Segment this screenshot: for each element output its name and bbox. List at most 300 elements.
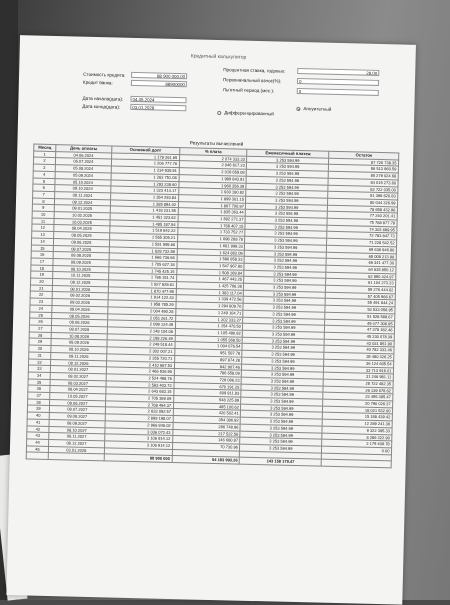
cell-principal: 3 106 914.12 <box>104 434 172 442</box>
cell-payment-day: 08.07.2025 <box>53 245 109 253</box>
cell-balance: 74 303 689.95 <box>327 225 397 233</box>
cell-interest: 1 154 470.50 <box>175 322 243 330</box>
cell-payment-day: 03.01.2028 <box>48 446 104 454</box>
cell-principal: 1 958 785.29 <box>108 300 176 308</box>
cell-balance: 15 188 439.42 <box>322 413 392 421</box>
total-cell-principal: 88 900 000 <box>104 454 172 462</box>
cell-monthly-payment: 3 253 594.99 <box>242 344 324 353</box>
cell-balance: 84 015 273.60 <box>328 178 398 186</box>
cell-principal: 1 179 261.65 <box>111 153 179 161</box>
cell-month: 43 <box>27 432 49 439</box>
total-cell-interest: 54 183 993.26 <box>172 456 240 464</box>
cell-month: 23 <box>30 298 52 305</box>
cell-balance: 31 246 981.11 <box>323 372 393 380</box>
cell-balance: 3 179 408.78 <box>322 439 392 447</box>
cell-monthly-payment: 3 253 594.99 <box>241 417 323 426</box>
cell-payment-day: 04.06.2024 <box>56 151 112 159</box>
cell-interest: 286 748.96 <box>173 422 241 430</box>
cell-payment-day: 08.03.2027 <box>50 379 106 387</box>
cell-interest: 1 899 301.15 <box>178 194 246 202</box>
cell-interest: 1 624 862.09 <box>177 248 245 256</box>
cell-monthly-payment: 3 253 594.99 <box>242 337 324 346</box>
cell-balance: 80 044 326.99 <box>328 198 398 206</box>
cell-balance: 68 008 213.96 <box>326 252 396 260</box>
cell-monthly-payment: 3 253 594.99 <box>245 250 327 259</box>
cell-payment-day: 05.08.2024 <box>55 165 111 173</box>
cell-monthly-payment: 3 253 594.99 <box>240 431 322 440</box>
cell-interest: 1 508 169.84 <box>176 268 244 276</box>
cell-month: 20 <box>30 278 52 285</box>
printed-sheet <box>6 35 416 605</box>
first-payment-field[interactable]: 0 <box>297 78 379 86</box>
cell-monthly-payment: 3 253 594.99 <box>245 230 327 239</box>
cell-principal: 2 643 683.15 <box>106 387 174 395</box>
cell-interest: 1 733 752.77 <box>177 228 245 236</box>
cell-monthly-payment: 3 253 594.99 <box>243 297 325 306</box>
cell-balance: 45 230 078.39 <box>324 332 394 340</box>
cell-payment-day: 09.01.2025 <box>54 205 110 213</box>
cell-month: 14 <box>31 238 53 245</box>
cell-month: 5 <box>33 178 55 185</box>
cell-payment-day: 08.06.2027 <box>49 399 105 407</box>
cell-interest: 217 522.56 <box>172 429 240 437</box>
cell-interest: 1 004 076.54 <box>175 342 243 350</box>
cell-principal: 2 583 403.73 <box>106 380 174 388</box>
cell-principal: 2 833 092.57 <box>105 407 173 415</box>
cell-payment-day: 08.04.2025 <box>54 225 110 233</box>
header-balance: Остаток <box>329 151 399 159</box>
cell-month: 25 <box>30 312 52 319</box>
cell-month: 33 <box>28 365 50 372</box>
cell-month: 11 <box>32 218 54 225</box>
cell-monthly-payment: 3 253 594.99 <box>242 370 324 379</box>
cell-monthly-payment: 3 253 594.99 <box>240 437 322 446</box>
cell-payment-day: 10.08.2026 <box>51 332 107 340</box>
cell-month: 30 <box>29 345 51 352</box>
payment-schedule-table <box>26 144 400 469</box>
cell-principal: 2 148 104.06 <box>107 327 175 335</box>
cell-interest: 1 294 809.70 <box>176 302 244 310</box>
cell-interest: 670 191.25 <box>174 382 242 390</box>
cell-interest: 1 960 356.39 <box>179 181 247 189</box>
cell-principal: 1 870 477.95 <box>108 287 176 295</box>
cell-month: 8 <box>32 198 54 205</box>
cell-interest: 1 383 117.04 <box>176 288 244 296</box>
cell-principal: 2 198 226.49 <box>107 334 175 342</box>
cell-balance: 81 398 620.83 <box>328 191 398 199</box>
cell-balance: 49 477 306.95 <box>325 319 395 327</box>
cell-payment-day: 08.01.2027 <box>50 366 106 374</box>
cell-month: 28 <box>29 332 51 339</box>
cell-monthly-payment: 3 253 594.99 <box>246 176 328 185</box>
cell-month: 12 <box>32 224 54 231</box>
cell-balance: 59 276 444.62 <box>326 285 396 293</box>
cell-principal: 1 519 842.22 <box>110 226 178 234</box>
cell-month: 26 <box>29 318 51 325</box>
cell-principal: 1 354 293.84 <box>110 193 178 201</box>
cell-payment-day: 06.07.2024 <box>55 158 111 166</box>
cell-month: 4 <box>33 171 55 178</box>
cell-balance: 23 495 395.47 <box>323 392 393 400</box>
cell-balance: 43 031 851.90 <box>324 339 394 347</box>
cell-payment-day: 05.10.2024 <box>55 178 111 186</box>
cell-principal: 3 036 072.43 <box>105 427 173 435</box>
cell-monthly-payment: 3 253 594.99 <box>247 156 329 165</box>
cell-payment-day: 08.07.2027 <box>49 406 105 414</box>
cell-payment-day: 08.04.2027 <box>50 386 106 394</box>
cell-balance: 61 104 273.23 <box>326 279 396 287</box>
cell-payment-day: 08.10.2027 <box>49 426 105 434</box>
cell-month: 24 <box>30 305 52 312</box>
cell-payment-day: 05.09.2024 <box>55 171 111 179</box>
cell-monthly-payment: 3 253 594.99 <box>241 384 323 393</box>
cell-month: 9 <box>32 204 54 211</box>
cell-principal: 1 786 151.74 <box>108 273 176 281</box>
cell-interest: 897 874.28 <box>174 355 242 363</box>
cell-monthly-payment: 3 253 594.99 <box>241 390 323 399</box>
cell-interest: 786 658.09 <box>174 369 242 377</box>
cell-interest: 1 989 843.91 <box>179 174 247 182</box>
credit-amount-label: Стоимость кредита: <box>83 71 126 78</box>
cell-principal: 1 206 777.76 <box>111 159 179 167</box>
bank-credit-label: Кредит банка: <box>82 79 113 86</box>
cell-principal: 2 302 007.21 <box>107 347 175 355</box>
start-date-field[interactable]: 04.05.2024 <box>130 96 186 103</box>
cell-monthly-payment: 3 253 594.99 <box>245 216 327 225</box>
cell-principal: 2 410 687.53 <box>106 360 174 368</box>
cell-month: 31 <box>29 352 51 359</box>
cell-interest: 1 835 363.44 <box>178 208 246 216</box>
cell-balance: 26 139 078.62 <box>323 386 393 394</box>
cell-interest: 1 698 289.78 <box>177 235 245 243</box>
cell-payment-day: 08.12.2025 <box>52 279 108 287</box>
cell-balance: 47 378 182.46 <box>325 325 395 333</box>
cell-payment-day: 09.12.2024 <box>54 198 110 206</box>
annuity-label: Аннуитетный <box>303 106 332 112</box>
cell-monthly-payment: 3 253 594.99 <box>243 303 325 312</box>
cell-monthly-payment: 3 253 594.99 <box>244 283 326 292</box>
cell-monthly-payment: 3 253 594.99 <box>244 256 326 265</box>
cell-interest: 1 425 766.38 <box>176 282 244 290</box>
differentiated-radio[interactable] <box>217 111 221 115</box>
cell-principal: 1 705 627.18 <box>109 260 177 268</box>
rate-field[interactable]: 28.00 <box>297 68 379 76</box>
cell-month: 19 <box>31 271 53 278</box>
cell-interest: 146 680.87 <box>172 436 240 444</box>
cell-principal: 1 745 425.15 <box>109 267 177 275</box>
cell-balance: 87 720 738.35 <box>329 158 399 166</box>
cell-month: 2 <box>33 157 55 164</box>
cell-payment-day: 08.11.2024 <box>55 191 111 199</box>
cell-interest: 2 046 817.23 <box>179 161 247 169</box>
cell-month: 41 <box>27 419 49 426</box>
cell-interest: 70 730.96 <box>172 442 240 450</box>
cell-payment-day: 09.11.2026 <box>51 352 107 360</box>
cell-month: 13 <box>32 231 54 238</box>
cell-principal: 2 899 198.07 <box>105 414 173 422</box>
cell-month: 6 <box>33 184 55 191</box>
bank-credit-field[interactable]: 88900000 <box>131 80 187 87</box>
cell-balance: 55 491 844.24 <box>325 299 395 307</box>
cell-interest: 609 911.83 <box>173 389 241 397</box>
cell-balance: 12 289 241.36 <box>322 419 392 427</box>
cell-payment-day: 08.10.2026 <box>51 346 107 354</box>
header-month: Месяц <box>34 144 56 151</box>
cell-principal: 2 705 369.09 <box>105 394 173 402</box>
cell-principal: 1 591 595.66 <box>109 240 177 248</box>
cell-monthly-payment: 3 253 594.99 <box>246 189 328 198</box>
cell-month: 34 <box>28 372 50 379</box>
calculator-form <box>34 62 402 145</box>
cell-payment-day: 08.05.2025 <box>54 232 110 240</box>
cell-monthly-payment: 3 253 594.99 <box>247 169 329 178</box>
cell-monthly-payment: 3 253 594.99 <box>244 263 326 272</box>
cell-monthly-payment: 3 253 594.99 <box>245 236 327 245</box>
cell-principal: 1 914 122.43 <box>108 293 176 301</box>
cell-principal: 2 466 936.90 <box>106 367 174 375</box>
cell-interest: 548 225.89 <box>173 396 241 404</box>
cell-payment-day: 08.10.2025 <box>53 265 109 273</box>
cell-principal: 2 768 494.37 <box>105 401 173 409</box>
end-date-field[interactable]: 03.01.2028 <box>130 104 186 111</box>
cell-interest: 2 074 333.33 <box>179 154 247 162</box>
cell-month: 40 <box>27 412 49 419</box>
cell-interest: 354 396.92 <box>173 416 241 424</box>
cell-monthly-payment: 3 253 594.99 <box>243 310 325 319</box>
header-interest: % плата <box>179 148 247 156</box>
cell-balance: 62 890 424.97 <box>326 272 396 280</box>
cell-interest: 485 100.62 <box>173 402 241 410</box>
cell-balance: 57 405 966.67 <box>325 292 395 300</box>
cell-balance: 0.00 <box>322 446 392 454</box>
credit-amount-field[interactable]: 88 900 000.00 <box>131 72 187 79</box>
cell-interest: 1 586 858.33 <box>177 255 245 263</box>
cell-payment-day: 08.09.2027 <box>49 419 105 427</box>
cell-monthly-payment: 3 253 594.99 <box>241 397 323 406</box>
cell-payment-day: 08.07.2026 <box>51 326 107 334</box>
cell-interest: 1 467 443.25 <box>176 275 244 283</box>
cell-monthly-payment: 3 253 594.99 <box>242 364 324 373</box>
cell-payment-day: 08.12.2027 <box>48 439 104 447</box>
cell-payment-day: 08.06.2026 <box>51 319 107 327</box>
cell-monthly-payment: 3 253 594.99 <box>243 323 325 332</box>
cell-principal: 3 106 914.12 <box>104 441 172 449</box>
cell-month: 39 <box>27 405 49 412</box>
cell-balance: 36 124 605.54 <box>324 359 394 367</box>
cell-monthly-payment: 3 253 594.99 <box>243 317 325 326</box>
cell-month: 18 <box>31 265 53 272</box>
cell-principal: 1 418 231.55 <box>110 206 178 214</box>
cell-month: 36 <box>28 385 50 392</box>
cell-interest: 842 907.46 <box>174 362 242 370</box>
cell-month: 35 <box>28 379 50 386</box>
cell-payment-day: 08.12.2026 <box>50 359 106 367</box>
cell-month: 3 <box>33 164 55 171</box>
annuity-radio[interactable] <box>296 107 300 111</box>
table-body <box>26 151 398 468</box>
total-cell-payment-day <box>48 453 104 461</box>
cell-principal: 2 524 498.76 <box>106 374 174 382</box>
cell-payment-day: 09.10.2024 <box>55 185 111 193</box>
cell-monthly-payment: 3 253 594.99 <box>244 270 326 279</box>
cell-monthly-payment: 3 253 594.99 <box>245 243 327 252</box>
rate-label: Процентная ставка, годовых: <box>223 67 286 74</box>
cell-payment-day: 10.05.2027 <box>50 393 106 401</box>
cell-month: 42 <box>27 425 49 432</box>
cell-interest: 1 867 700.97 <box>178 201 246 209</box>
cell-balance: 86 513 960.59 <box>329 165 399 173</box>
results-title: Результаты вычислений <box>189 141 244 148</box>
cell-monthly-payment: 3 253 594.99 <box>246 210 328 219</box>
cell-interest: 1 547 967.80 <box>177 262 245 270</box>
cell-balance: 64 635 850.12 <box>326 265 396 273</box>
cell-interest: 1 055 368.50 <box>175 335 243 343</box>
cell-balance: 9 322 395.33 <box>322 426 392 434</box>
cell-interest: 1 105 490.92 <box>175 329 243 337</box>
cell-payment-day: 08.08.2025 <box>53 252 109 260</box>
cell-month: 29 <box>29 338 51 345</box>
cell-month: 27 <box>29 325 51 332</box>
cell-payment-day: 08.04.2026 <box>52 305 108 313</box>
start-date-label: Дата начала(дата): <box>82 95 124 102</box>
cell-principal: 1 385 894.02 <box>110 200 178 208</box>
cell-balance: 51 528 568.67 <box>325 312 395 320</box>
cell-payment-day: 08.09.2025 <box>53 258 109 266</box>
cell-month: 32 <box>28 358 50 365</box>
cell-monthly-payment: 3 253 594.99 <box>241 411 323 420</box>
cell-monthly-payment: 3 253 594.99 <box>240 444 322 453</box>
differentiated-label: Дифференцированный <box>224 110 274 117</box>
cell-principal: 1 451 323.62 <box>110 213 178 221</box>
cell-balance: 28 722 482.35 <box>323 379 393 387</box>
cell-monthly-payment: 3 253 594.99 <box>241 404 323 413</box>
cell-month: 45 <box>26 446 48 453</box>
cell-balance: 71 228 542.52 <box>327 238 397 246</box>
cell-balance: 82 722 035.00 <box>328 185 398 193</box>
cell-monthly-payment: 3 253 594.99 <box>242 357 324 366</box>
cell-principal: 1 263 751.08 <box>111 173 179 181</box>
cell-balance: 53 533 058.95 <box>325 305 395 313</box>
cell-month: 38 <box>28 399 50 406</box>
cell-payment-day: 09.08.2027 <box>49 413 105 421</box>
cell-month: 1 <box>34 151 56 158</box>
cell-month: 17 <box>31 258 53 265</box>
cell-payment-day: 08.05.2026 <box>52 312 108 320</box>
cell-principal: 1 666 736.66 <box>109 253 177 261</box>
cell-balance: 33 713 918.01 <box>324 366 394 374</box>
cell-payment-day: 09.03.2026 <box>52 299 108 307</box>
end-date-label: Дата конца(дата): <box>82 103 121 110</box>
grace-period-field[interactable]: 0 <box>297 88 379 96</box>
cell-month: 10 <box>32 211 54 218</box>
cell-interest: 1 768 407.15 <box>178 221 246 229</box>
cell-principal: 2 051 261.72 <box>107 313 175 321</box>
cell-monthly-payment: 3 253 594.99 <box>246 203 328 212</box>
cell-principal: 2 004 490.28 <box>108 307 176 315</box>
cell-monthly-payment: 3 253 594.99 <box>246 196 328 205</box>
cell-monthly-payment: 3 253 594.99 <box>245 223 327 232</box>
cell-balance: 40 782 333.46 <box>324 346 394 354</box>
cell-balance: 6 286 322.90 <box>322 433 392 441</box>
cell-balance: 18 021 532.00 <box>323 406 393 414</box>
cell-monthly-payment: 3 253 594.99 <box>244 290 326 299</box>
cell-payment-day: 08.01.2026 <box>52 285 108 293</box>
cell-payment-day: 09.02.2026 <box>52 292 108 300</box>
cell-payment-day: 10.11.2025 <box>53 272 109 280</box>
cell-payment-day: 08.09.2026 <box>51 339 107 347</box>
cell-principal: 2 099 124.49 <box>107 320 175 328</box>
cell-principal: 1 555 305.21 <box>109 233 177 241</box>
cell-principal: 1 293 238.60 <box>111 179 179 187</box>
cell-interest: 420 502.41 <box>173 409 241 417</box>
cell-month: 16 <box>31 251 53 258</box>
cell-balance: 85 279 024.68 <box>328 171 398 179</box>
header-monthly-payment: Ежемесячный платеж <box>247 149 329 158</box>
cell-interest: 1 661 999.33 <box>177 241 245 249</box>
total-cell-monthly-payment: 143 158 179.47 <box>240 457 322 466</box>
cell-balance: 38 480 326.25 <box>324 352 394 360</box>
header-principal: Основной долг <box>112 146 180 154</box>
cell-monthly-payment: 3 253 594.99 <box>243 330 325 339</box>
cell-principal: 2 249 518.44 <box>107 340 175 348</box>
cell-monthly-payment: 3 253 594.99 <box>244 277 326 286</box>
cell-interest: 1 249 104.71 <box>175 308 243 316</box>
total-cell-month <box>26 452 48 459</box>
cell-balance: 69 636 946.86 <box>327 245 397 253</box>
cell-principal: 2 966 846.02 <box>105 421 173 429</box>
cell-month: 44 <box>27 439 49 446</box>
cell-interest: 1 930 180.82 <box>178 188 246 196</box>
cell-month: 7 <box>33 191 55 198</box>
cell-monthly-payment: 3 253 594.99 <box>242 350 324 359</box>
cell-balance: 78 658 432.96 <box>328 205 398 213</box>
cell-month: 37 <box>28 392 50 399</box>
cell-monthly-payment: 3 253 594.99 <box>240 424 322 433</box>
cell-month: 21 <box>30 285 52 292</box>
cell-month: 15 <box>31 245 53 252</box>
cell-payment-day: 08.11.2027 <box>49 433 105 441</box>
cell-monthly-payment: 3 253 594.99 <box>247 163 329 172</box>
cell-interest: 1 802 271.37 <box>178 215 246 223</box>
cell-principal: 1 234 935.91 <box>111 166 179 174</box>
cell-interest: 1 202 333.27 <box>175 315 243 323</box>
cell-payment-day: 10.03.2025 <box>54 218 110 226</box>
cell-balance: 66 341 477.30 <box>326 258 396 266</box>
calculator-document <box>26 50 402 469</box>
cell-month: 22 <box>30 291 52 298</box>
cell-payment-day: 10.02.2025 <box>54 212 110 220</box>
header-payment-day: День оплаты <box>56 145 112 153</box>
cell-balance: 20 790 026.37 <box>323 399 393 407</box>
cell-monthly-payment: 3 253 594.99 <box>241 377 323 386</box>
cell-principal: 1 827 828.61 <box>108 280 176 288</box>
cell-balance: 72 783 847.73 <box>327 232 397 240</box>
cell-principal: 1 628 732.89 <box>109 246 177 254</box>
cell-payment-day: 09.06.2025 <box>53 238 109 246</box>
cell-interest: 951 587.78 <box>174 349 242 357</box>
cell-principal: 1 485 187.84 <box>110 220 178 228</box>
first-payment-label: Первоначальный взнос(%): <box>222 77 282 84</box>
cell-interest: 1 339 472.56 <box>176 295 244 303</box>
total-cell-balance <box>321 459 391 467</box>
cell-interest: 2 018 659.08 <box>179 168 247 176</box>
cell-balance: 75 788 877.79 <box>327 218 397 226</box>
page-title: Кредитный калькулятор <box>190 53 247 61</box>
cell-interest: 729 096.23 <box>174 375 242 383</box>
cell-principal: 1 323 414.17 <box>111 186 179 194</box>
grace-period-label: Льготный период (мес.): <box>222 87 275 94</box>
cell-balance: 77 240 201.41 <box>327 212 397 220</box>
